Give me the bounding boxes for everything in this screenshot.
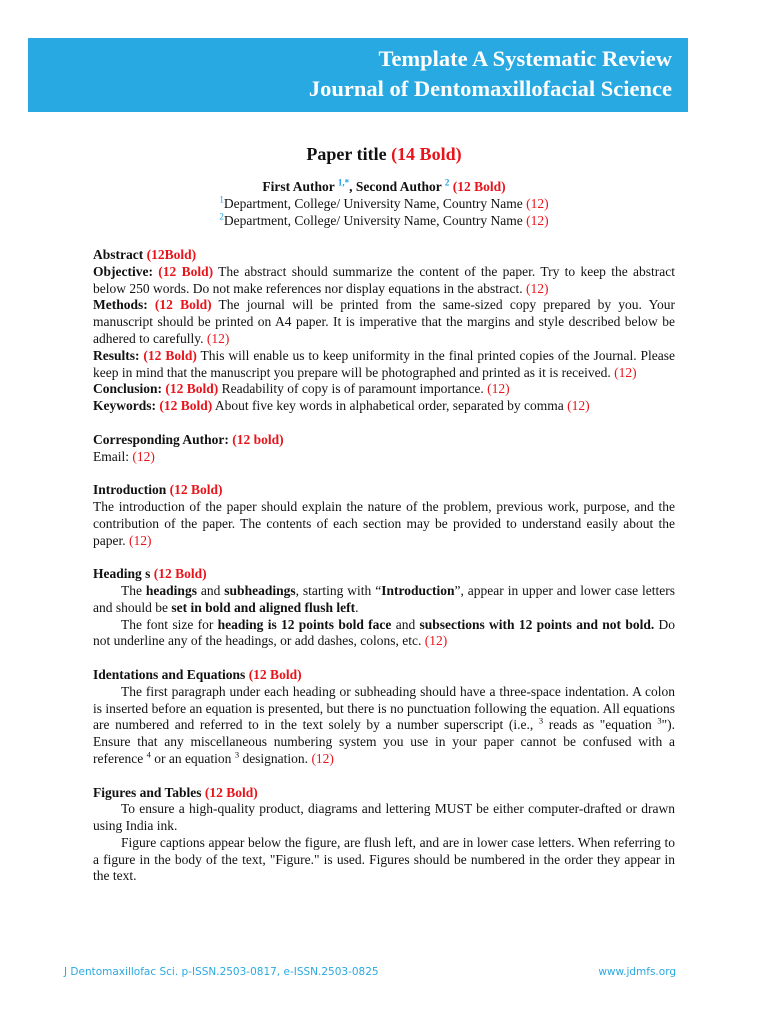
page-footer [64, 966, 676, 982]
paper-title-text: Paper title [306, 144, 387, 164]
bold-run: heading is 12 points bold face [217, 616, 392, 632]
indentations-heading-size: (12 Bold) [248, 666, 302, 682]
conclusion-text: Readability of copy is of paramount importance. [218, 381, 488, 397]
text-run: The first paragraph under each heading or subheading should have a three-space indentation. A colon is inserted before an equation is presented, but there is no punctuation following the equation. All equations are numbered and referred to in the text solely by a number superscript (i.e., [93, 683, 675, 733]
spacer [93, 650, 675, 667]
objective-text: The abstract should summarize the content of the paper. Try to keep the abstract below 250 words. Do not make references nor display equations in the abstract. [93, 263, 675, 296]
author-separator: , Second Author [349, 179, 445, 194]
indentations-paragraph [93, 684, 675, 768]
text-run: The [121, 582, 146, 598]
abstract-objective [93, 264, 675, 298]
affiliation-2-size: (12) [526, 213, 549, 228]
authors-block [0, 178, 768, 229]
size-note: (12) [311, 750, 334, 766]
figures-heading-size: (12 Bold) [204, 784, 258, 800]
spacer [93, 465, 675, 482]
abstract-keywords [93, 398, 675, 415]
footer-website-link[interactable]: www.jdmfs.org [598, 966, 676, 978]
corresponding-heading [93, 432, 675, 449]
headings-paragraph-1 [93, 583, 675, 617]
affiliation-2-text: Department, College/ University Name, Country Name [223, 213, 527, 228]
corresponding-email [93, 449, 675, 466]
email-size: (12) [132, 448, 155, 464]
methods-text: The journal will be printed from the same-sized copy prepared by you. Your manuscript should be printed on A4 paper. It is imperative that the margins and style described below be adhered to carefully. [93, 297, 675, 346]
conclusion-text-size: (12) [487, 381, 510, 397]
banner-line-1: Template A Systematic Review [378, 46, 672, 71]
size-note: (12) [424, 633, 448, 649]
results-label: Results: [93, 347, 140, 363]
keywords-text-size: (12) [567, 398, 590, 414]
abstract-heading-size: (12Bold) [146, 247, 197, 262]
introduction-text-size: (12) [129, 532, 152, 548]
text-run: or an equation [150, 750, 235, 766]
paper-title-size: (14 Bold) [391, 144, 462, 164]
results-size: (12 Bold) [139, 347, 197, 363]
keywords-size: (12 Bold) [156, 398, 213, 414]
text-run: . [355, 599, 359, 615]
introduction-heading [93, 482, 675, 499]
objective-size: (12 Bold) [152, 263, 214, 279]
headings-paragraph-2 [93, 617, 675, 651]
headings-heading-text: Heading s [93, 566, 154, 582]
affiliation-1-text: Department, College/ University Name, Country Name [223, 196, 527, 211]
abstract-results [93, 348, 675, 382]
first-author-sup: 1,* [337, 177, 350, 188]
figures-heading [93, 785, 675, 802]
bold-run: Introduction [381, 582, 455, 598]
bold-run: subheadings [224, 582, 296, 598]
introduction-paragraph [93, 499, 675, 549]
headings-heading [93, 566, 675, 583]
corresponding-size: (12 bold) [232, 431, 284, 447]
results-text-size: (12) [614, 364, 637, 380]
keywords-text: About five key words in alphabetical order, separated by comma [212, 398, 568, 414]
abstract-heading [93, 247, 675, 264]
methods-label: Methods: [93, 297, 148, 313]
text-run: ”, appear in upper and lower case letters and should be [93, 582, 675, 615]
journal-banner-title [309, 44, 672, 104]
affiliation-1-sup: 1 [219, 194, 224, 205]
abstract-heading-text: Abstract [93, 247, 147, 262]
introduction-heading-size: (12 Bold) [169, 482, 223, 498]
bold-run: headings [145, 582, 197, 598]
text-run: "). Ensure that any miscellaneous numbering system you use in your paper cannot be confused with a reference [93, 717, 675, 766]
journal-banner [28, 38, 688, 112]
banner-line-2: Journal of Dentomaxillofacial Science [308, 76, 672, 101]
paper-title [0, 144, 768, 165]
spacer [93, 768, 675, 785]
affiliation-2 [0, 212, 768, 229]
methods-text-size: (12) [206, 330, 230, 346]
text-run: designation. [239, 750, 312, 766]
text-run: and [391, 616, 420, 632]
abstract-conclusion [93, 381, 675, 398]
conclusion-label: Conclusion: [93, 381, 163, 397]
results-text: This will enable us to keep uniformity in the final printed copies of the Journal. Please keep in mind that the manuscript you prepare will be photographed and printed as it is received. [93, 347, 675, 380]
bold-run: set in bold and aligned flush left [171, 599, 356, 615]
first-author: First Author [262, 179, 338, 194]
affiliation-1-size: (12) [526, 196, 549, 211]
figures-paragraph-2: Figure captions appear below the figure, are flush left, and are in lower case letters. When referring to a figure in the body of the text, "Figure." is used. Figures should be numbered in the order they appear in the text. [93, 834, 675, 884]
indentations-heading-text: Identations and Equations [93, 666, 249, 682]
body-content [93, 247, 675, 885]
spacer [93, 415, 675, 432]
text-run: The font size for [121, 616, 218, 632]
superscript: 4 [146, 749, 151, 760]
methods-size: (12 Bold) [147, 297, 212, 313]
superscript: 3 [657, 715, 662, 726]
text-run: , starting with “ [295, 582, 382, 598]
affiliation-2-sup: 2 [219, 211, 224, 222]
introduction-heading-text: Introduction [93, 482, 170, 498]
abstract-methods [93, 297, 675, 347]
footer-citation: J Dentomaxillofac Sci. p-ISSN.2503-0817, e-ISSN.2503-0825 [64, 966, 379, 978]
headings-heading-size: (12 Bold) [153, 566, 207, 582]
spacer [93, 549, 675, 566]
affiliation-1 [0, 195, 768, 212]
introduction-text: The introduction of the paper should explain the nature of the problem, previous work, purpose, and the contribution of the paper. The contents of each section may be provided to understand easily about the paper. [93, 498, 675, 548]
author-size: (12 Bold) [452, 179, 506, 194]
conclusion-size: (12 Bold) [162, 381, 219, 397]
corresponding-label: Corresponding Author: [93, 431, 233, 447]
superscript: 3 [538, 715, 544, 726]
indentations-heading [93, 667, 675, 684]
second-author-sup: 2 [444, 177, 450, 188]
text-run: and [196, 582, 225, 598]
objective-text-size: (12) [526, 280, 549, 296]
text-run: reads as "equation [543, 717, 658, 733]
objective-label: Objective: [93, 263, 153, 279]
figures-heading-text: Figures and Tables [93, 784, 205, 800]
bold-run: subsections with 12 points and not bold. [419, 616, 655, 632]
figures-paragraph-1: To ensure a high-quality product, diagrams and lettering MUST be either computer-drafted or drawn using India ink. [93, 801, 675, 834]
superscript: 3 [234, 749, 240, 760]
text-run: Do not underline any of the headings, or add dashes, colons, etc. [93, 616, 676, 649]
author-line [0, 178, 768, 195]
email-label: Email: [93, 448, 133, 464]
keywords-label: Keywords: [93, 398, 156, 414]
